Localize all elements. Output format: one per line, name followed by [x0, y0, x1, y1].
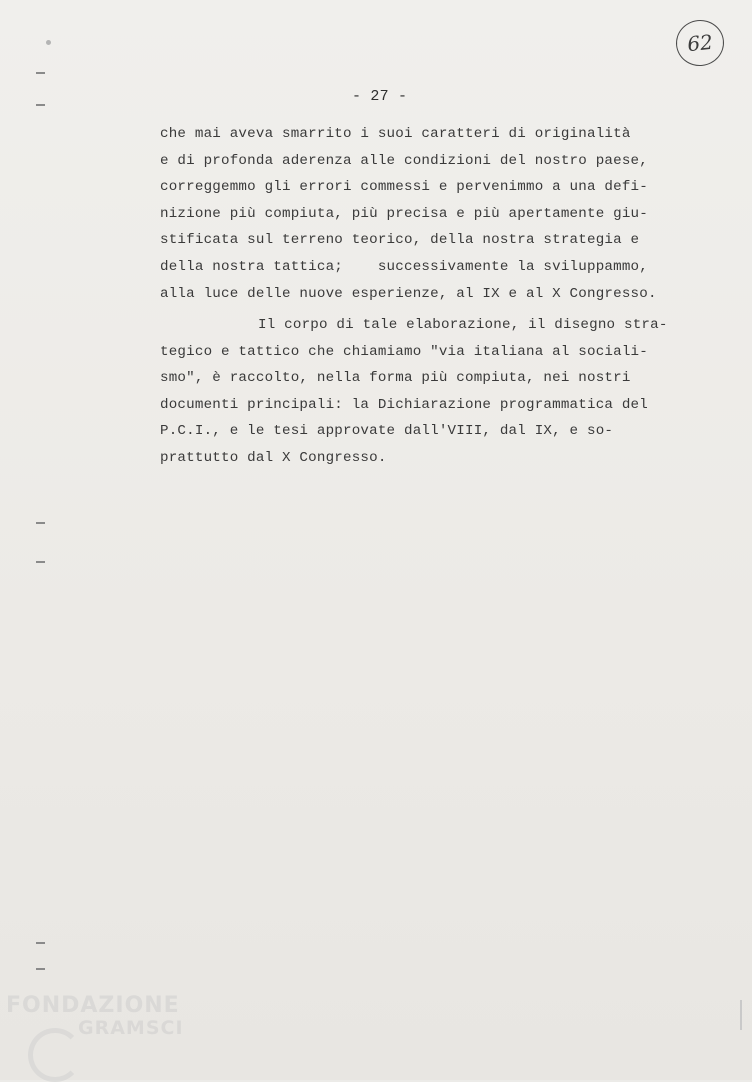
- edge-mark: [740, 1000, 742, 1030]
- text-line: documenti principali: la Dichiarazione programmatica del: [160, 396, 648, 413]
- page-number: - 27 -: [352, 88, 408, 105]
- watermark-line-1: FONDAZIONE: [6, 993, 180, 1018]
- folio-number: 62: [674, 18, 727, 69]
- text-line: correggemmo gli errori commessi e pervenimmo a una defi-: [160, 179, 648, 196]
- text-line: tegico e tattico che chiamiamo "via italiana al sociali-: [160, 343, 648, 360]
- margin-dot: [46, 40, 51, 45]
- text-line: alla luce delle nuove esperienze, al IX e al X Congresso.: [160, 285, 657, 302]
- text-line: e di profonda aderenza alle condizioni del nostro paese,: [160, 152, 648, 169]
- text-line: nizione più compiuta, più precisa e più apertamente giu-: [160, 205, 648, 222]
- watermark-line-2: GRAMSCI: [78, 1017, 184, 1039]
- paragraph-2: [160, 312, 690, 472]
- margin-mark: [36, 968, 45, 970]
- paragraph-1: [160, 121, 690, 307]
- margin-mark: [36, 522, 45, 524]
- margin-mark: [36, 104, 45, 106]
- text-line: Il corpo di tale elaborazione, il disegno stra-: [258, 317, 668, 333]
- text-line: che mai aveva smarrito i suoi caratteri di originalità: [160, 126, 631, 142]
- text-line: prattutto dal X Congresso.: [160, 449, 387, 466]
- text-line: della nostra tattica; successivamente la sviluppammo,: [160, 258, 648, 275]
- text-line: smo", è raccolto, nella forma più compiuta, nei nostri: [160, 370, 631, 387]
- margin-mark: [36, 942, 45, 944]
- margin-mark: [36, 72, 45, 74]
- text-line: stificata sul terreno teorico, della nostra strategia e: [160, 232, 640, 249]
- watermark: [6, 995, 184, 1039]
- margin-mark: [36, 561, 45, 563]
- text-line: P.C.I., e le tesi approvate dall'VIII, dal IX, e so-: [160, 423, 614, 440]
